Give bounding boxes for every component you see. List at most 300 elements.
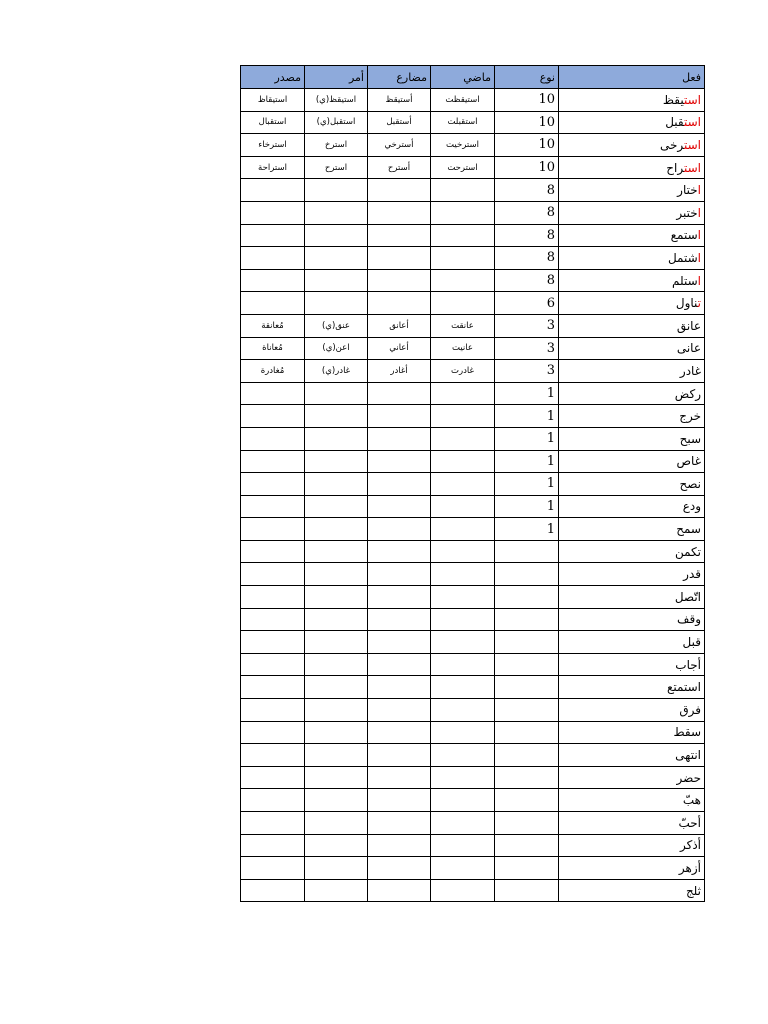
- verb-stem: ركض: [674, 386, 701, 401]
- table-row: [241, 360, 705, 383]
- cell-madi[interactable]: [431, 450, 495, 473]
- verb-prefix: است: [683, 160, 701, 175]
- cell-madi[interactable]: [431, 766, 495, 789]
- table-row: [241, 405, 705, 428]
- cell-masdar[interactable]: [241, 699, 305, 722]
- cell-naw[interactable]: 10: [495, 89, 559, 112]
- cell-fil[interactable]: [559, 314, 705, 337]
- verb-stem: استمتع: [667, 680, 701, 695]
- cell-amr[interactable]: [305, 563, 368, 586]
- cell-amr[interactable]: اعن(ي): [305, 337, 368, 360]
- cell-masdar[interactable]: [241, 857, 305, 880]
- cell-amr[interactable]: [305, 653, 368, 676]
- cell-madi[interactable]: [431, 201, 495, 224]
- cell-mudari[interactable]: أعانق: [368, 314, 431, 337]
- cell-amr[interactable]: [305, 473, 368, 496]
- cell-naw[interactable]: [495, 699, 559, 722]
- cell-fil[interactable]: [559, 134, 705, 157]
- verb-text: [667, 680, 701, 694]
- cell-mudari[interactable]: [368, 473, 431, 496]
- cell-naw[interactable]: 3: [495, 314, 559, 337]
- verb-text: [660, 138, 701, 152]
- cell-madi[interactable]: [431, 179, 495, 202]
- verb-text: [665, 115, 701, 129]
- cell-naw[interactable]: 1: [495, 473, 559, 496]
- verb-stem: قبل: [682, 635, 701, 650]
- header-row: [241, 66, 705, 89]
- table-row: [241, 134, 705, 157]
- verb-stem: عانق: [676, 318, 701, 333]
- cell-fil[interactable]: [559, 857, 705, 880]
- cell-mudari[interactable]: [368, 495, 431, 518]
- cell-fil[interactable]: [559, 360, 705, 383]
- cell-mudari[interactable]: [368, 812, 431, 835]
- cell-mudari[interactable]: [368, 608, 431, 631]
- cell-naw[interactable]: 1: [495, 450, 559, 473]
- verb-prefix: است: [683, 92, 701, 107]
- cell-masdar[interactable]: [241, 653, 305, 676]
- cell-amr[interactable]: [305, 269, 368, 292]
- cell-mudari[interactable]: [368, 834, 431, 857]
- header-masdar[interactable]: مصدر: [241, 66, 305, 89]
- cell-madi[interactable]: [431, 676, 495, 699]
- cell-masdar[interactable]: [241, 292, 305, 315]
- cell-masdar[interactable]: [241, 812, 305, 835]
- cell-naw[interactable]: 8: [495, 269, 559, 292]
- verb-stem: ختبر: [676, 205, 698, 220]
- verb-text: [683, 793, 701, 807]
- cell-madi[interactable]: [431, 518, 495, 541]
- cell-madi[interactable]: [431, 405, 495, 428]
- cell-mudari[interactable]: [368, 269, 431, 292]
- verb-stem: أحبّ: [678, 815, 701, 830]
- cell-amr[interactable]: [305, 744, 368, 767]
- cell-masdar[interactable]: [241, 224, 305, 247]
- cell-madi[interactable]: [431, 608, 495, 631]
- cell-fil[interactable]: [559, 631, 705, 654]
- cell-madi[interactable]: [431, 224, 495, 247]
- cell-mudari[interactable]: أعاني: [368, 337, 431, 360]
- cell-amr[interactable]: [305, 721, 368, 744]
- cell-mudari[interactable]: [368, 789, 431, 812]
- cell-naw[interactable]: [495, 563, 559, 586]
- cell-fil[interactable]: [559, 812, 705, 835]
- verb-stem: ودع: [682, 499, 701, 514]
- table-row: [241, 450, 705, 473]
- verb-text: [675, 387, 701, 401]
- cell-madi[interactable]: [431, 834, 495, 857]
- cell-madi[interactable]: [431, 292, 495, 315]
- table-row: [241, 789, 705, 812]
- cell-amr[interactable]: استيقظ(ي): [305, 89, 368, 112]
- cell-masdar[interactable]: مُعانقة: [241, 314, 305, 337]
- cell-fil[interactable]: [559, 89, 705, 112]
- verb-text: [683, 499, 701, 513]
- cell-naw[interactable]: [495, 812, 559, 835]
- cell-naw[interactable]: [495, 586, 559, 609]
- verb-text: [683, 567, 701, 581]
- cell-fil[interactable]: [559, 653, 705, 676]
- header-mudari[interactable]: مضارع: [368, 66, 431, 89]
- cell-fil[interactable]: [559, 586, 705, 609]
- cell-madi[interactable]: عانقت: [431, 314, 495, 337]
- cell-madi[interactable]: [431, 586, 495, 609]
- table-row: [241, 631, 705, 654]
- cell-fil[interactable]: [559, 179, 705, 202]
- cell-naw[interactable]: 10: [495, 134, 559, 157]
- cell-amr[interactable]: [305, 247, 368, 270]
- cell-mudari[interactable]: [368, 879, 431, 902]
- cell-amr[interactable]: [305, 405, 368, 428]
- verb-text: [680, 364, 701, 378]
- cell-mudari[interactable]: أغادر: [368, 360, 431, 383]
- cell-mudari[interactable]: [368, 744, 431, 767]
- cell-fil[interactable]: [559, 201, 705, 224]
- cell-masdar[interactable]: [241, 495, 305, 518]
- cell-naw[interactable]: 1: [495, 427, 559, 450]
- cell-fil[interactable]: [559, 450, 705, 473]
- verb-stem: وقف: [677, 612, 701, 627]
- cell-amr[interactable]: [305, 631, 368, 654]
- cell-fil[interactable]: [559, 337, 705, 360]
- cell-naw[interactable]: 3: [495, 337, 559, 360]
- verb-text: [672, 274, 701, 288]
- cell-naw[interactable]: [495, 608, 559, 631]
- table-row: [241, 721, 705, 744]
- cell-fil[interactable]: [559, 292, 705, 315]
- cell-madi[interactable]: [431, 473, 495, 496]
- cell-madi[interactable]: [431, 269, 495, 292]
- cell-mudari[interactable]: [368, 540, 431, 563]
- verb-stem: عانى: [676, 341, 701, 356]
- cell-madi[interactable]: عانيت: [431, 337, 495, 360]
- cell-masdar[interactable]: [241, 382, 305, 405]
- cell-mudari[interactable]: أستيقظ: [368, 89, 431, 112]
- table-row: [241, 518, 705, 541]
- cell-naw[interactable]: 1: [495, 405, 559, 428]
- cell-mudari[interactable]: [368, 427, 431, 450]
- table-row: [241, 247, 705, 270]
- cell-naw[interactable]: 10: [495, 156, 559, 179]
- cell-naw[interactable]: 8: [495, 179, 559, 202]
- cell-naw[interactable]: [495, 631, 559, 654]
- verb-prefix: ا: [697, 273, 701, 288]
- verb-table: [240, 65, 705, 902]
- cell-fil[interactable]: [559, 699, 705, 722]
- verb-stem: ستمع: [670, 228, 698, 243]
- cell-amr[interactable]: [305, 812, 368, 835]
- cell-naw[interactable]: 10: [495, 111, 559, 134]
- cell-mudari[interactable]: [368, 586, 431, 609]
- cell-madi[interactable]: [431, 879, 495, 902]
- cell-amr[interactable]: [305, 427, 368, 450]
- verb-prefix: ا: [697, 183, 701, 198]
- verb-text: [677, 319, 701, 333]
- cell-amr[interactable]: [305, 789, 368, 812]
- cell-amr[interactable]: [305, 586, 368, 609]
- verb-stem: أجاب: [675, 657, 701, 672]
- verb-stem: اتّصل: [674, 589, 701, 604]
- cell-masdar[interactable]: [241, 518, 305, 541]
- verb-text: [679, 861, 701, 875]
- cell-masdar[interactable]: [241, 608, 305, 631]
- verb-stem: ستلم: [672, 273, 698, 288]
- cell-amr[interactable]: [305, 699, 368, 722]
- cell-amr[interactable]: [305, 450, 368, 473]
- table-row: [241, 427, 705, 450]
- cell-madi[interactable]: [431, 427, 495, 450]
- cell-mudari[interactable]: [368, 563, 431, 586]
- cell-amr[interactable]: استرخ: [305, 134, 368, 157]
- verb-text: [680, 838, 701, 852]
- header-amr[interactable]: أمر: [305, 66, 368, 89]
- cell-naw[interactable]: 3: [495, 360, 559, 383]
- cell-fil[interactable]: [559, 676, 705, 699]
- cell-mudari[interactable]: [368, 382, 431, 405]
- cell-naw[interactable]: [495, 653, 559, 676]
- cell-amr[interactable]: [305, 179, 368, 202]
- cell-fil[interactable]: [559, 540, 705, 563]
- cell-masdar[interactable]: [241, 473, 305, 496]
- cell-fil[interactable]: [559, 879, 705, 902]
- cell-mudari[interactable]: [368, 247, 431, 270]
- cell-madi[interactable]: [431, 495, 495, 518]
- cell-fil[interactable]: [559, 608, 705, 631]
- cell-naw[interactable]: [495, 834, 559, 857]
- table-row: [241, 269, 705, 292]
- cell-amr[interactable]: غادر(ي): [305, 360, 368, 383]
- cell-masdar[interactable]: استقبال: [241, 111, 305, 134]
- verb-prefix: است: [683, 115, 701, 130]
- cell-masdar[interactable]: [241, 744, 305, 767]
- cell-amr[interactable]: [305, 540, 368, 563]
- verb-text: [666, 161, 701, 175]
- cell-madi[interactable]: [431, 563, 495, 586]
- cell-fil[interactable]: [559, 405, 705, 428]
- cell-naw[interactable]: [495, 676, 559, 699]
- cell-fil[interactable]: [559, 789, 705, 812]
- cell-masdar[interactable]: [241, 834, 305, 857]
- verb-text: [673, 725, 701, 739]
- cell-fil[interactable]: [559, 518, 705, 541]
- verb-text: [677, 771, 701, 785]
- cell-naw[interactable]: [495, 857, 559, 880]
- cell-masdar[interactable]: [241, 879, 305, 902]
- table-row: [241, 540, 705, 563]
- cell-fil[interactable]: [559, 247, 705, 270]
- cell-madi[interactable]: استرحت: [431, 156, 495, 179]
- table-row: [241, 834, 705, 857]
- cell-fil[interactable]: [559, 834, 705, 857]
- cell-amr[interactable]: [305, 766, 368, 789]
- verb-stem: قبل: [665, 115, 684, 130]
- cell-madi[interactable]: [431, 653, 495, 676]
- cell-amr[interactable]: عنق(ي): [305, 314, 368, 337]
- cell-naw[interactable]: 8: [495, 201, 559, 224]
- cell-fil[interactable]: [559, 382, 705, 405]
- cell-naw[interactable]: 8: [495, 224, 559, 247]
- cell-madi[interactable]: [431, 382, 495, 405]
- verb-text: [671, 228, 701, 242]
- cell-fil[interactable]: [559, 269, 705, 292]
- verb-text: [675, 590, 701, 604]
- table-row: [241, 292, 705, 315]
- cell-amr[interactable]: [305, 224, 368, 247]
- cell-masdar[interactable]: استرخاء: [241, 134, 305, 157]
- cell-masdar[interactable]: [241, 721, 305, 744]
- verb-text: [675, 545, 701, 559]
- cell-masdar[interactable]: [241, 201, 305, 224]
- header-fil[interactable]: فعل: [559, 66, 705, 89]
- cell-madi[interactable]: [431, 247, 495, 270]
- cell-mudari[interactable]: [368, 450, 431, 473]
- cell-madi[interactable]: استرخيت: [431, 134, 495, 157]
- cell-masdar[interactable]: [241, 427, 305, 450]
- cell-mudari[interactable]: [368, 631, 431, 654]
- cell-naw[interactable]: [495, 540, 559, 563]
- cell-amr[interactable]: [305, 857, 368, 880]
- verb-stem: غادر: [679, 363, 701, 378]
- verb-stem: شتمل: [667, 250, 698, 265]
- verb-stem: خرج: [679, 409, 701, 424]
- cell-masdar[interactable]: [241, 676, 305, 699]
- cell-masdar[interactable]: [241, 586, 305, 609]
- cell-naw[interactable]: [495, 879, 559, 902]
- cell-naw[interactable]: 1: [495, 495, 559, 518]
- verb-stem: حضر: [676, 770, 701, 785]
- cell-fil[interactable]: [559, 224, 705, 247]
- header-madi[interactable]: ماضي: [431, 66, 495, 89]
- cell-mudari[interactable]: [368, 292, 431, 315]
- header-naw[interactable]: نوع: [495, 66, 559, 89]
- cell-naw[interactable]: [495, 789, 559, 812]
- cell-madi[interactable]: [431, 812, 495, 835]
- cell-amr[interactable]: استقبل(ي): [305, 111, 368, 134]
- verb-text: [676, 522, 701, 536]
- cell-naw[interactable]: [495, 766, 559, 789]
- cell-madi[interactable]: استيقظت: [431, 89, 495, 112]
- cell-fil[interactable]: [559, 427, 705, 450]
- cell-madi[interactable]: [431, 721, 495, 744]
- cell-madi[interactable]: غادرت: [431, 360, 495, 383]
- cell-masdar[interactable]: مُعاناة: [241, 337, 305, 360]
- table-row: [241, 382, 705, 405]
- cell-fil[interactable]: [559, 473, 705, 496]
- table-row: [241, 111, 705, 134]
- cell-madi[interactable]: [431, 631, 495, 654]
- verb-text: [677, 612, 701, 626]
- cell-naw[interactable]: [495, 721, 559, 744]
- cell-amr[interactable]: استرح: [305, 156, 368, 179]
- cell-mudari[interactable]: [368, 224, 431, 247]
- verb-stem: ختار: [677, 183, 698, 198]
- cell-masdar[interactable]: [241, 789, 305, 812]
- cell-mudari[interactable]: [368, 653, 431, 676]
- cell-amr[interactable]: [305, 676, 368, 699]
- cell-madi[interactable]: [431, 699, 495, 722]
- verb-text: [663, 93, 701, 107]
- cell-naw[interactable]: 8: [495, 247, 559, 270]
- cell-madi[interactable]: [431, 744, 495, 767]
- cell-masdar[interactable]: [241, 450, 305, 473]
- cell-mudari[interactable]: [368, 201, 431, 224]
- cell-amr[interactable]: [305, 608, 368, 631]
- cell-mudari[interactable]: [368, 405, 431, 428]
- table-row: [241, 201, 705, 224]
- cell-masdar[interactable]: [241, 563, 305, 586]
- verb-text: [680, 432, 701, 446]
- table-row: [241, 586, 705, 609]
- verb-prefix: ا: [697, 205, 701, 220]
- verb-stem: انتهى: [675, 748, 701, 763]
- verb-stem: سبح: [679, 431, 701, 446]
- cell-amr[interactable]: [305, 495, 368, 518]
- cell-mudari[interactable]: [368, 676, 431, 699]
- verb-prefix: ت: [697, 296, 701, 311]
- cell-madi[interactable]: استقبلت: [431, 111, 495, 134]
- cell-masdar[interactable]: [241, 540, 305, 563]
- cell-amr[interactable]: [305, 382, 368, 405]
- cell-mudari[interactable]: أستقبل: [368, 111, 431, 134]
- verb-stem: غاص: [676, 454, 701, 469]
- cell-masdar[interactable]: استيقاظ: [241, 89, 305, 112]
- cell-masdar[interactable]: [241, 247, 305, 270]
- table-row: [241, 653, 705, 676]
- cell-amr[interactable]: [305, 834, 368, 857]
- cell-mudari[interactable]: [368, 857, 431, 880]
- verb-stem: نصح: [679, 476, 701, 491]
- cell-madi[interactable]: [431, 857, 495, 880]
- cell-mudari[interactable]: أسترح: [368, 156, 431, 179]
- cell-masdar[interactable]: [241, 405, 305, 428]
- cell-amr[interactable]: [305, 879, 368, 902]
- cell-fil[interactable]: [559, 156, 705, 179]
- cell-amr[interactable]: [305, 292, 368, 315]
- cell-naw[interactable]: [495, 744, 559, 767]
- cell-mudari[interactable]: [368, 518, 431, 541]
- cell-naw[interactable]: 1: [495, 382, 559, 405]
- cell-mudari[interactable]: [368, 766, 431, 789]
- cell-naw[interactable]: 6: [495, 292, 559, 315]
- cell-masdar[interactable]: [241, 766, 305, 789]
- cell-masdar[interactable]: استراحة: [241, 156, 305, 179]
- cell-amr[interactable]: [305, 201, 368, 224]
- table-row: [241, 179, 705, 202]
- cell-mudari[interactable]: [368, 721, 431, 744]
- verb-stem: هبّ: [682, 793, 701, 808]
- cell-fil[interactable]: [559, 495, 705, 518]
- cell-fil[interactable]: [559, 766, 705, 789]
- cell-naw[interactable]: 1: [495, 518, 559, 541]
- cell-fil[interactable]: [559, 721, 705, 744]
- verb-text: [679, 409, 701, 423]
- table-row: [241, 89, 705, 112]
- cell-fil[interactable]: [559, 111, 705, 134]
- cell-fil[interactable]: [559, 563, 705, 586]
- cell-masdar[interactable]: [241, 631, 305, 654]
- cell-madi[interactable]: [431, 540, 495, 563]
- cell-masdar[interactable]: [241, 269, 305, 292]
- cell-amr[interactable]: [305, 518, 368, 541]
- cell-mudari[interactable]: [368, 179, 431, 202]
- cell-masdar[interactable]: [241, 179, 305, 202]
- cell-mudari[interactable]: [368, 699, 431, 722]
- cell-madi[interactable]: [431, 789, 495, 812]
- cell-masdar[interactable]: مُغادرة: [241, 360, 305, 383]
- cell-mudari[interactable]: أسترخي: [368, 134, 431, 157]
- cell-fil[interactable]: [559, 744, 705, 767]
- verb-prefix: ا: [697, 250, 701, 265]
